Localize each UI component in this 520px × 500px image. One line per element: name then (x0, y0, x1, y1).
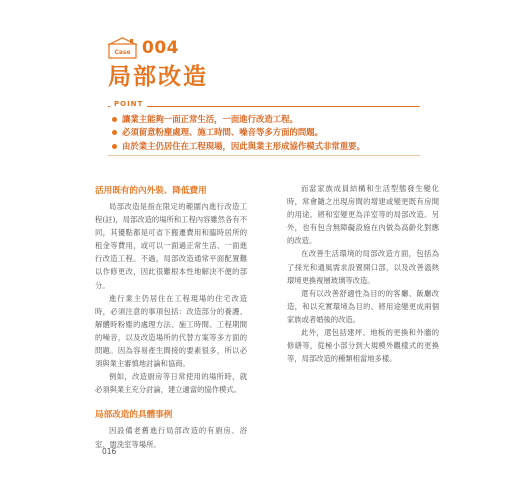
point-item (112, 126, 422, 139)
point-label: POINT (110, 99, 147, 109)
body-paragraph: 此外，還包括建坪、地板的更換和外牆的修繕等，從極小部分到大規模外觀樣式的更換等，局部改造的種類相當地多樣。 (287, 328, 439, 364)
house-icon (108, 37, 138, 59)
right-column (287, 182, 439, 365)
section-title: 活用既有的內外裝、降低費用 (95, 186, 207, 196)
left-column (95, 184, 247, 451)
body-paragraph: 因設備老舊進行局部改造的有廚房、浴室、盥洗室等場所。 (95, 426, 247, 449)
point-list (112, 113, 422, 153)
bullet-icon (112, 144, 117, 149)
house-icon-text: Case (114, 49, 131, 56)
point-item-text: 必須留意粉塵處理、施工時間、噪音等多方面的問題。 (122, 127, 323, 138)
page-title: 局部改造 (108, 64, 208, 90)
body-paragraph: 在改善生活環境的局部改造方面，包括為了採光和通風需求設置開口部，以及改善溫熱環境更換複層玻璃等改造。 (287, 249, 439, 285)
page-number: 016 (102, 447, 117, 456)
body-paragraph: 而當家族成員結構和生活型態發生變化時，常會隨之出現房間的增建或變更既有房間的用途，將和室變更為洋室等的局部改造。另外，也有包含無障礙設施在內做為高齡化對應的改造。 (287, 184, 439, 246)
body-paragraph: 例如，改造廚房等日常使用的場所時，就必須與業主充分討論，建立適當的協作模式。 (95, 372, 247, 395)
case-number: 004 (142, 38, 179, 58)
bullet-icon (112, 130, 117, 135)
point-item-text: 由於業主仍居住在工程現場，因此與業主形成協作模式非常重要。 (122, 140, 365, 151)
body-paragraph: 還有以改善舒適性為目的的客廳、飯廳改造，和以充實環境為目的、將用途變更成兩個家族或者婚後的改造。 (287, 288, 439, 324)
section-title: 局部改造的具體事例 (95, 410, 173, 421)
point-item (112, 113, 422, 126)
point-divider (108, 106, 420, 107)
bullet-icon (112, 117, 117, 122)
point-bottom-divider (108, 155, 420, 156)
point-item (112, 140, 422, 153)
body-paragraph: 進行業主仍居住在工程現場的住宅改造時，必須注意的事項包括：改造部分的養護、解體時粉塵的處理方法、施工時間、工程期間的噪音，以及改造場所的代替方案等多方面的問題。因為容易產生間接的要素很多，所以必須與業主審慎地討論和協商。 (95, 293, 247, 369)
body-paragraph: 局部改造是指在限定的範圍內進行改造工程(註)，局部改造的場所和工程內容雖然各有不同，其優點都是可省下搬遷費用和臨時居所的租金等費用，或可以一面過正常生活、一面進行改造工程。不過，局部改造通常平面配置難以作修更改，因此很難根本性地解決不便的部分。 (95, 202, 247, 290)
point-item-text: 讓業主能夠一面正常生活，一面進行改造工程。 (122, 114, 298, 124)
